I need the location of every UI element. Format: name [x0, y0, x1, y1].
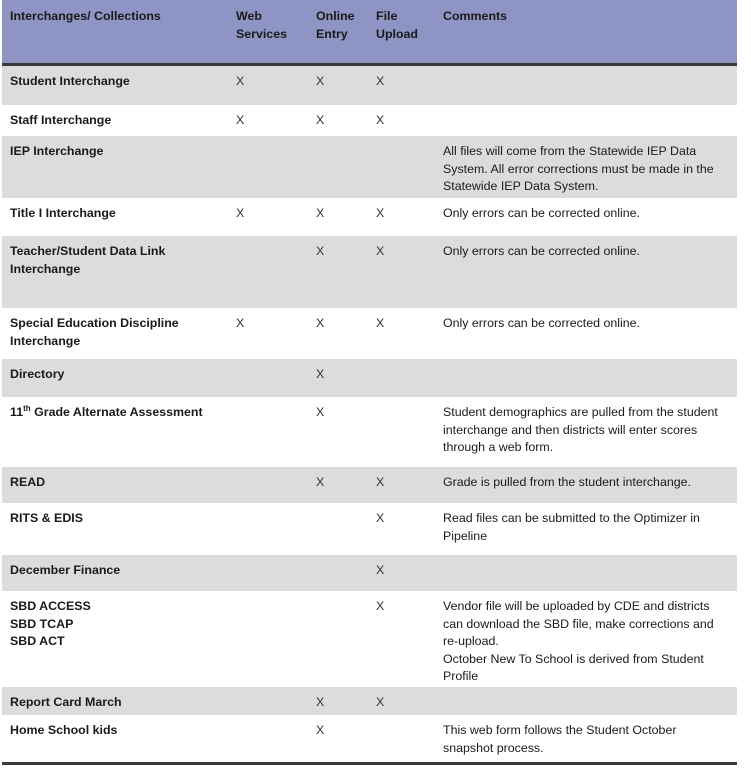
comment-cell: Grade is pulled from the student interchange. — [443, 475, 691, 489]
comment-cell: This web form follows the Student October snapshot process. — [435, 715, 737, 763]
table-row — [2, 687, 737, 715]
online-entry-cell: X — [316, 316, 325, 330]
table-row — [2, 198, 737, 236]
web-services-cell: X — [236, 113, 245, 127]
web-services-cell — [228, 236, 308, 308]
row-name: RITS & EDIS — [10, 511, 83, 525]
comment-cell — [435, 64, 737, 105]
file-upload-cell: X — [376, 599, 385, 613]
row-name: Staff Interchange — [10, 113, 112, 127]
online-entry-cell: X — [316, 367, 325, 381]
table-row — [2, 591, 737, 687]
table-row — [2, 397, 737, 467]
row-name: IEP Interchange — [10, 144, 104, 158]
row-name: Report Card March — [10, 695, 122, 709]
row-name: Special Education Discipline Interchange — [10, 316, 179, 348]
web-services-cell — [228, 591, 308, 687]
interchanges-table — [2, 0, 737, 765]
web-services-cell: X — [236, 316, 245, 330]
row-name: Student Interchange — [10, 73, 130, 88]
row-name: Home School kids — [2, 715, 228, 763]
row-name: December Finance — [10, 563, 121, 577]
online-entry-cell — [308, 503, 368, 555]
comment-cell — [435, 555, 737, 591]
comment-cell — [435, 687, 737, 715]
comment-cell — [435, 591, 737, 687]
file-upload-cell: X — [376, 563, 385, 577]
header-web-services: Web Services — [228, 0, 308, 64]
web-services-cell — [228, 397, 308, 467]
comment-cell: Student demographics are pulled from the student interchange and then districts will enter scores through a web form. — [443, 405, 718, 454]
file-upload-cell — [368, 715, 435, 763]
file-upload-cell — [368, 136, 435, 198]
row-name — [2, 397, 228, 467]
online-entry-cell: X — [316, 405, 325, 419]
file-upload-cell: X — [376, 695, 385, 709]
comment-cell — [435, 359, 737, 397]
table-row — [2, 555, 737, 591]
comment-cell: Read files can be submitted to the Optimizer in Pipeline — [443, 511, 700, 543]
online-entry-cell — [308, 136, 368, 198]
web-services-cell — [228, 136, 308, 198]
comment-line: Vendor file will be uploaded by CDE and districts can download the SBD file, make corrections and re-upload. — [443, 599, 714, 648]
file-upload-cell — [368, 359, 435, 397]
online-entry-cell — [308, 555, 368, 591]
web-services-cell: X — [236, 206, 245, 220]
row-name — [2, 591, 228, 687]
online-entry-cell: X — [316, 244, 325, 258]
file-upload-cell — [368, 397, 435, 467]
comment-cell: All files will come from the Statewide IEP Data System. All error corrections must be made in the Statewide IEP Data System. — [443, 144, 714, 193]
file-upload-cell: X — [376, 73, 385, 88]
table-row — [2, 359, 737, 397]
header-comments: Comments — [435, 0, 737, 64]
file-upload-cell: X — [376, 244, 385, 258]
comment-cell — [435, 105, 737, 136]
table-row — [2, 715, 737, 763]
row-name: Title I Interchange — [10, 206, 116, 220]
header-row — [2, 0, 737, 64]
online-entry-cell: X — [316, 475, 325, 489]
row-name: Teacher/Student Data Link Interchange — [10, 244, 166, 276]
row-name-number: 11 — [10, 405, 24, 419]
comment-line: October New To School is derived from Student Profile — [443, 651, 704, 683]
table-row — [2, 467, 737, 503]
online-entry-cell: X — [316, 695, 325, 709]
table-row — [2, 136, 737, 198]
table-row — [2, 308, 737, 359]
web-services-cell — [228, 687, 308, 715]
web-services-cell: X — [236, 73, 245, 88]
header-file-upload: File Upload — [368, 0, 435, 64]
header-interchanges: Interchanges/ Collections — [2, 0, 228, 64]
file-upload-cell: X — [376, 316, 385, 330]
row-name: READ — [10, 475, 46, 489]
web-services-cell — [228, 467, 308, 503]
online-entry-cell: X — [316, 73, 325, 88]
row-name-ordinal: th — [23, 403, 31, 413]
row-name-line: SBD ACCESS — [10, 599, 91, 613]
comment-cell: Only errors can be corrected online. — [443, 316, 640, 330]
online-entry-cell: X — [316, 206, 325, 220]
web-services-cell — [228, 503, 308, 555]
table-row — [2, 503, 737, 555]
file-upload-cell: X — [376, 206, 385, 220]
file-upload-cell: X — [376, 113, 385, 127]
comment-cell: Only errors can be corrected online. — [443, 244, 640, 258]
row-name: Directory — [10, 367, 65, 381]
table-row — [2, 105, 737, 136]
web-services-cell — [228, 715, 308, 763]
file-upload-cell: X — [376, 475, 385, 489]
header-online-entry: Online Entry — [308, 0, 368, 64]
online-entry-cell: X — [316, 113, 325, 127]
web-services-cell — [228, 555, 308, 591]
online-entry-cell: X — [308, 715, 368, 763]
file-upload-cell: X — [376, 511, 385, 525]
table-row — [2, 236, 737, 308]
online-entry-cell — [308, 591, 368, 687]
row-name-line: SBD TCAP — [10, 616, 74, 631]
row-name-text: Grade Alternate Assessment — [30, 405, 203, 419]
comment-cell: Only errors can be corrected online. — [443, 206, 640, 220]
table-row — [2, 64, 737, 105]
row-name-line: SBD ACT — [10, 634, 65, 648]
web-services-cell — [228, 359, 308, 397]
